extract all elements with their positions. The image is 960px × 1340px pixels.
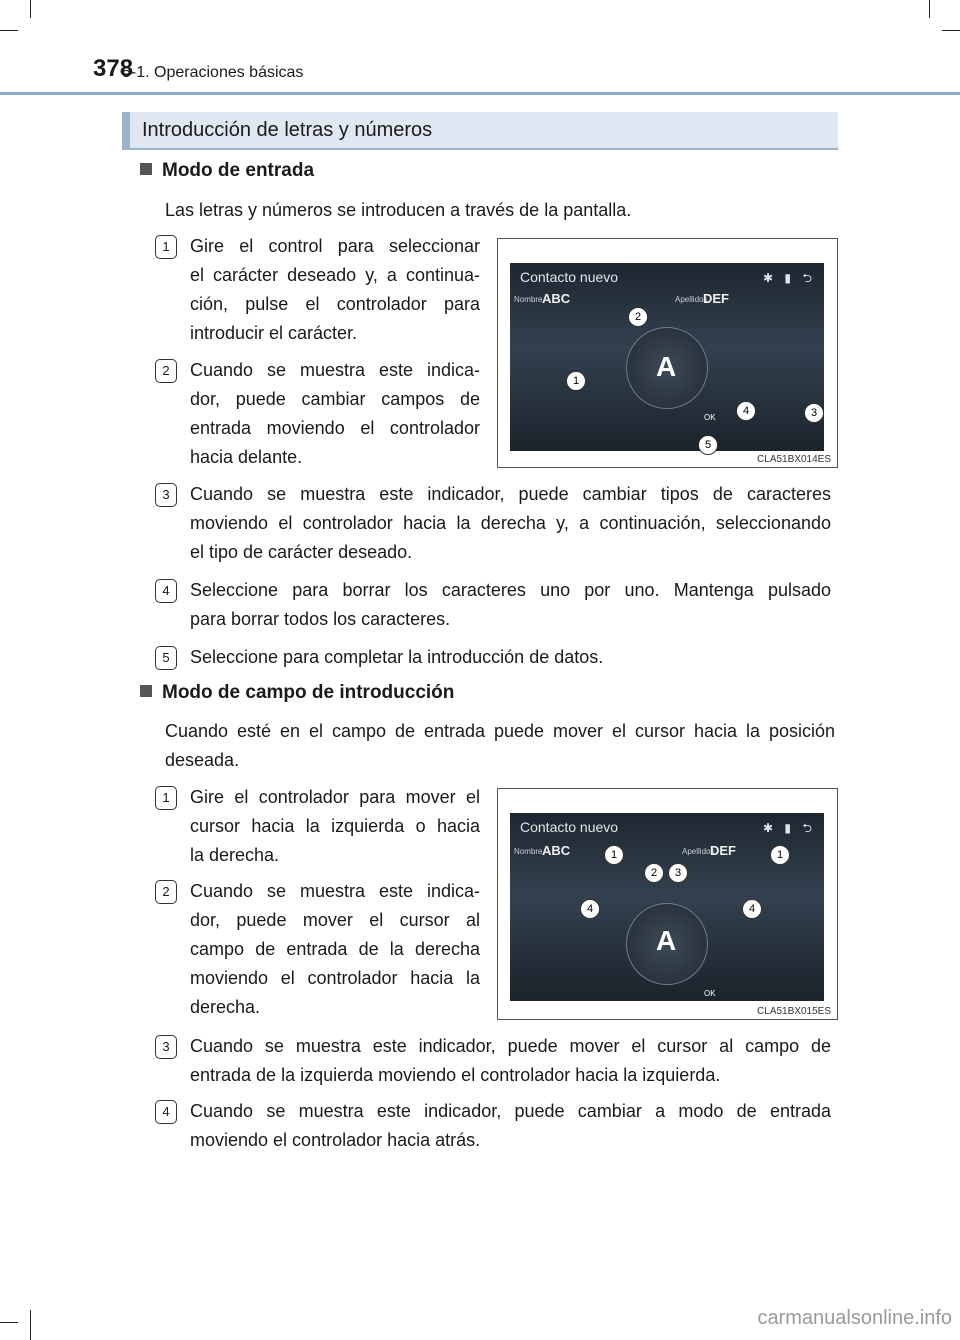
number-badge: 3 [155,1035,177,1059]
display-screen [510,263,824,451]
text-line: moviendo el controlador hacia atrás. [190,1130,481,1150]
status-icons: ✱ ▮ ⮌ [763,271,816,285]
name-label: Nombre [514,847,543,856]
crop-mark [30,0,31,18]
text-line: Gire el controlador para mover el [190,787,480,807]
callout-3: 3 [804,403,824,423]
number-badge: 4 [155,1100,177,1124]
status-icons: ✱ ▮ ⮌ [763,821,816,835]
figure-caption: CLA51BX014ES [757,454,831,465]
ok-button[interactable]: OK [704,989,716,998]
text-line: entrada moviendo el controlador [190,418,480,438]
name-value: ABC [542,843,571,858]
number-badge: 2 [155,880,177,904]
text-line: derecha. [190,997,261,1017]
number-badge: 1 [155,235,177,259]
text-line: hacia delante. [190,447,303,467]
text-line: el carácter deseado y, a continua- [190,265,480,285]
page-title: Introducción de letras y números [142,119,433,141]
number-badge: 2 [155,359,177,383]
callout-5: 5 [698,435,718,455]
ok-button[interactable]: OK [704,413,716,422]
surname-label: Apellidos [682,847,715,856]
callout-2: 2 [644,863,664,883]
number-badge: 3 [155,483,177,507]
text-line: dor, puede cambiar campos de [190,389,480,409]
name-label: Nombre [514,295,543,304]
dial-letter: A [656,351,677,382]
text-line: Cuando se muestra este indicador, puede mover el cursor al campo de [190,1036,831,1056]
section-heading: 5-1. Operaciones básicas [122,64,304,81]
text-line: Gire el control para seleccionar [190,236,480,256]
text-line: Seleccione para borrar los caracteres uno por uno. Mantenga pulsado [190,580,831,600]
entry-mode-intro: Las letras y números se introducen a través de la pantalla. [165,200,632,220]
callout-3: 3 [668,863,688,883]
surname-label: Apellidos [675,295,708,304]
header-rule [0,92,960,95]
dial-letter: A [656,925,677,956]
text-line: introducir el carácter. [190,323,358,343]
text-line: cursor hacia la izquierda o hacia [190,816,480,836]
bullet-square-icon [140,685,152,697]
text-line: moviendo el controlador hacia la derecha y, a continuación, seleccionando [190,513,831,533]
title-accent [122,112,130,148]
callout-1: 1 [770,845,790,865]
text-line: moviendo el controlador hacia la [190,968,480,988]
page-number: 378 [93,55,134,82]
text-line: la derecha. [190,845,280,865]
bullet-square-icon [140,163,152,175]
number-badge: 1 [155,786,177,810]
title-bar [122,112,838,150]
screenshot-field-mode [497,788,838,1020]
text-line: ción, pulse el controlador para [190,294,480,314]
text-line: Cuando se muestra este indica- [190,360,480,380]
crop-mark [0,30,18,31]
subheading-field-mode: Modo de campo de introducción [140,682,454,704]
field-mode-intro [165,717,835,775]
text-line: Cuando se muestra este indica- [190,881,480,901]
surname-value: DEF [710,843,736,858]
callout-2: 2 [628,307,648,327]
crop-mark [942,30,960,31]
callout-1: 1 [604,845,624,865]
text-line: campo de entrada de la derecha [190,939,480,959]
screen-title: Contacto nuevo [520,269,619,285]
callout-4: 4 [736,401,756,421]
display-screen [510,813,824,1001]
screen-title: Contacto nuevo [520,819,619,835]
text-line: Cuando esté en el campo de entrada puede mover el cursor hacia la posición [165,721,835,741]
callout-4: 4 [580,899,600,919]
subheading-entry-mode: Modo de entrada [140,160,314,182]
text-line: el tipo de carácter deseado. [190,542,413,562]
watermark: carmanualsonline.info [757,1307,952,1329]
crop-mark [30,1310,31,1340]
number-badge: 5 [155,646,177,670]
crop-mark [0,1322,18,1323]
name-value: ABC [542,291,571,306]
surname-value: DEF [703,291,729,306]
figure-caption: CLA51BX015ES [757,1006,831,1017]
crop-mark [929,0,930,18]
screenshot-entry-mode [497,238,838,468]
text-line: entrada de la izquierda moviendo el controlador hacia la izquierda. [190,1065,721,1085]
text-line: para borrar todos los caracteres. [190,609,451,629]
text-line: Cuando se muestra este indicador, puede cambiar tipos de caracteres [190,484,831,504]
text-line: deseada. [165,750,240,770]
callout-1: 1 [566,371,586,391]
number-badge: 4 [155,579,177,603]
text-line: Seleccione para completar la introducción de datos. [190,647,604,667]
text-line: Cuando se muestra este indicador, puede cambiar a modo de entrada [190,1101,831,1121]
text-line: dor, puede mover el cursor al [190,910,480,930]
callout-4: 4 [742,899,762,919]
